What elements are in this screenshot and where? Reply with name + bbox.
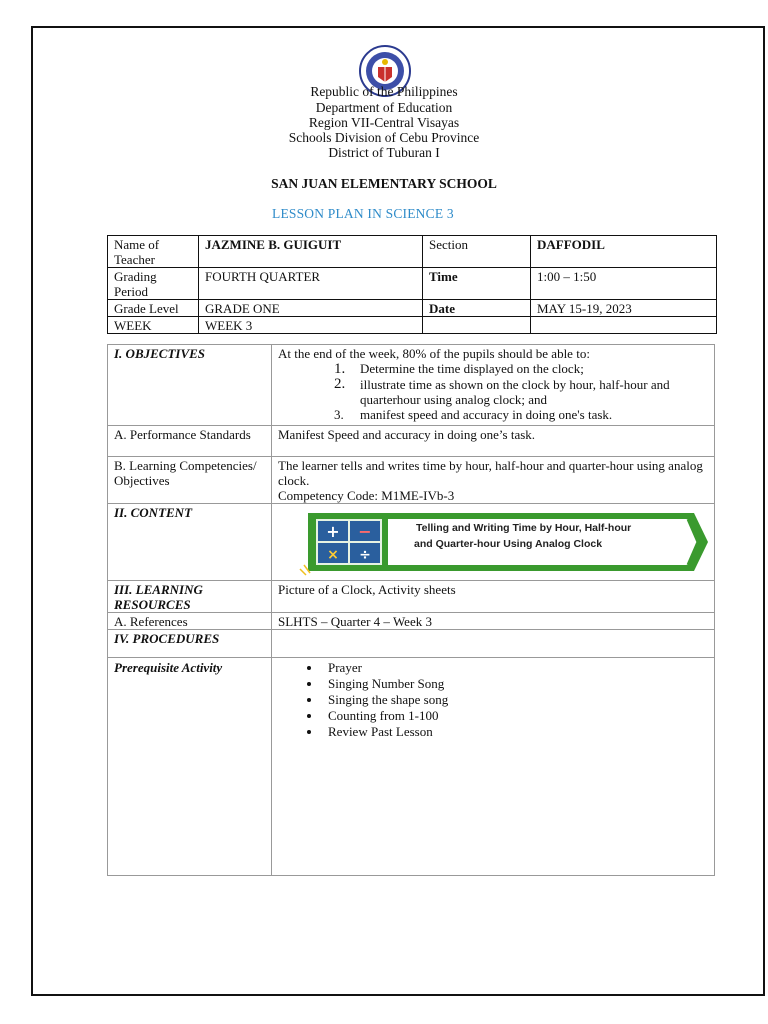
svg-text:+: + — [326, 522, 340, 541]
objectives-intro: At the end of the week, 80% of the pupils should be able to: — [278, 346, 590, 361]
prerequisite-cell — [272, 658, 715, 876]
objectives-label: I. OBJECTIVES — [108, 345, 272, 426]
performance-label: A. Performance Standards — [108, 426, 272, 457]
header-line: Schools Division of Cebu Province — [288, 130, 480, 145]
svg-text:÷: ÷ — [359, 547, 371, 563]
plan-title: LESSON PLAN IN SCIENCE 3 — [272, 206, 454, 221]
banner-title-line-1: Telling and Writing Time by Hour, Half-hour — [416, 522, 632, 534]
section-value: DAFFODIL — [531, 236, 717, 268]
list-item: • Counting from 1-100 — [322, 708, 708, 724]
date-label: Date — [423, 300, 531, 317]
objective-item: 3. manifest speed and accuracy in doing one's task. — [334, 407, 613, 422]
prerequisite-label: Prerequisite Activity — [108, 658, 272, 876]
content-label: II. CONTENT — [108, 504, 272, 581]
empty-cell — [531, 317, 717, 334]
list-item: • Singing Number Song — [322, 676, 708, 692]
objective-item: 1. Determine the time displayed on the clock; — [334, 361, 584, 377]
competencies-text: The learner tells and writes time by hour, half-hour and quarter-hour using analog clock. — [278, 458, 703, 488]
header-line: Department of Education — [315, 100, 453, 115]
header-line: Republic of the Philippines — [310, 84, 458, 99]
grade-label: Grade Level — [108, 300, 199, 317]
svg-text:−: − — [358, 522, 372, 541]
objective-item: 2. illustrate time as shown on the clock by hour, half-hour and quarterhour using analog clock; and — [334, 376, 670, 407]
time-label: Time — [423, 268, 531, 300]
competency-code: Competency Code: M1ME-IVb-3 — [278, 488, 455, 503]
references-value: SLHTS – Quarter 4 – Week 3 — [272, 613, 715, 630]
performance-value: Manifest Speed and accuracy in doing one’s task. — [272, 426, 715, 457]
date-value: MAY 15-19, 2023 — [531, 300, 717, 317]
procedures-value — [272, 630, 715, 658]
week-label: WEEK — [108, 317, 199, 334]
banner-title-line-2: and Quarter-hour Using Analog Clock — [414, 538, 603, 550]
content-cell — [272, 504, 715, 581]
section-label: Section — [423, 236, 531, 268]
svg-text:×: × — [327, 547, 339, 563]
list-item: • Prayer — [322, 660, 708, 676]
objectives-list — [278, 361, 708, 422]
school-name: SAN JUAN ELEMENTARY SCHOOL — [271, 176, 497, 191]
list-item: • Review Past Lesson — [322, 724, 708, 740]
grade-value: GRADE ONE — [199, 300, 423, 317]
resources-value: Picture of a Clock, Activity sheets — [272, 581, 715, 613]
lesson-banner — [278, 505, 708, 575]
lesson-plan-table — [107, 344, 715, 876]
competencies-label: B. Learning Competencies/Objectives — [108, 457, 272, 504]
grading-value: FOURTH QUARTER — [199, 268, 423, 300]
procedures-label: IV. PROCEDURES — [108, 630, 272, 658]
time-value: 1:00 – 1:50 — [531, 268, 717, 300]
references-label: A. References — [108, 613, 272, 630]
competencies-cell — [272, 457, 715, 504]
week-value: WEEK 3 — [199, 317, 423, 334]
info-table — [107, 235, 717, 334]
list-item: • Singing the shape song — [322, 692, 708, 708]
header-line: District of Tuburan I — [328, 145, 440, 160]
empty-cell — [423, 317, 531, 334]
resources-label: III. LEARNING RESOURCES — [108, 581, 272, 613]
objectives-cell — [272, 345, 715, 426]
prerequisite-list — [278, 660, 708, 740]
teacher-label: Name of Teacher — [108, 236, 199, 268]
header-line: Region VII-Central Visayas — [308, 115, 460, 130]
teacher-value: JAZMINE B. GUIGUIT — [199, 236, 423, 268]
grading-label: Grading Period — [108, 268, 199, 300]
